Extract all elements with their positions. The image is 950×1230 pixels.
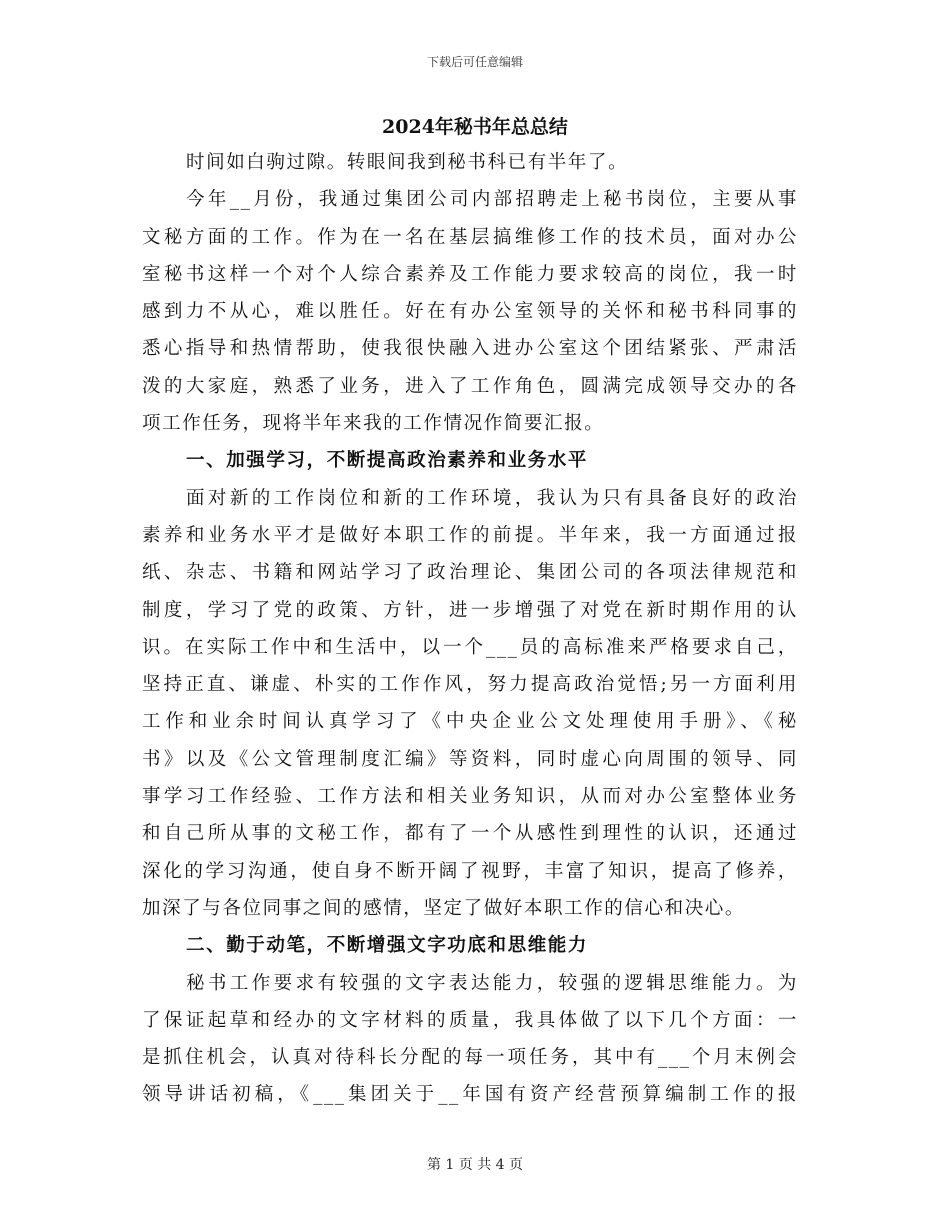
body-line: 纸、杂志、书籍和网站学习了政治理论、集团公司的各项法律规范和 [142,562,798,584]
page-footer-number: 第 1 页 共 4 页 [426,1157,524,1173]
body-line: 制度，学习了党的政策、方针，进一步增强了对党在新时期作用的认 [142,599,798,621]
body-line: 时间如白驹过隙。转眼间我到秘书科已有半年了。 [186,152,629,173]
body-line: 面对新的工作岗位和新的工作环境，我认为只有具备良好的政治 [186,487,798,509]
body-line: 工作和业余时间认真学习了《中央企业公文处理使用手册》、《秘 [142,711,798,733]
page-header-note: 下载后可任意编辑 [426,55,523,69]
section-heading: 二、勤于动笔，不断增强文字功底和思维能力 [186,935,589,957]
document-body [142,144,798,1114]
body-line: 识。在实际工作中和生活中，以一个___员的高标准来严格要求自己， [142,636,798,658]
body-line: 和自己所从事的文秘工作，都有了一个从感性到理性的认识，还通过 [142,823,798,845]
body-line: 书》以及《公文管理制度汇编》等资料，同时虚心向周围的领导、同 [142,748,798,770]
body-line: 悉心指导和热情帮助，使我很快融入进办公室这个团结紧张、严肃活 [142,338,798,360]
body-line: 是抓住机会，认真对待科长分配的每一项任务，其中有___个月末例会 [142,1047,798,1069]
body-line: 领导讲话初稿，《___集团关于__年国有资产经营预算编制工作的报 [142,1084,798,1106]
document-title: 2024年秘书年总总结 [382,116,568,138]
body-line: 文秘方面的工作。作为在一名在基层搞维修工作的技术员，面对办公 [142,226,798,248]
body-line: 加深了与各位同事之间的感情，坚定了做好本职工作的信心和决心。 [142,897,746,919]
body-line: 了保证起草和经办的文字材料的质量，我具体做了以下几个方面：一 [142,1009,798,1031]
body-line: 事学习工作经验、工作方法和相关业务知识，从而对办公室整体业务 [142,786,798,808]
body-line: 感到力不从心，难以胜任。好在有办公室领导的关怀和秘书科同事的 [142,301,798,323]
body-line: 坚持正直、谦虚、朴实的工作作风，努力提高政治觉悟;另一方面利用 [142,674,798,696]
section-heading: 一、加强学习，不断提高政治素养和业务水平 [186,450,589,472]
body-line: 今年__月份，我通过集团公司内部招聘走上秘书岗位，主要从事 [186,189,798,211]
body-line: 深化的学习沟通，使自身不断开阔了视野，丰富了知识，提高了修养， [142,860,798,882]
body-line: 素养和业务水平才是做好本职工作的前提。半年来，我一方面通过报 [142,524,798,546]
body-line: 项工作任务，现将半年来我的工作情况作简要汇报。 [142,413,605,435]
body-line: 泼的大家庭，熟悉了业务，进入了工作角色，圆满完成领导交办的各 [142,375,798,397]
body-line: 秘书工作要求有较强的文字表达能力，较强的逻辑思维能力。为 [186,972,798,994]
body-line: 室秘书这样一个对个人综合素养及工作能力要求较高的岗位，我一时 [142,263,798,285]
